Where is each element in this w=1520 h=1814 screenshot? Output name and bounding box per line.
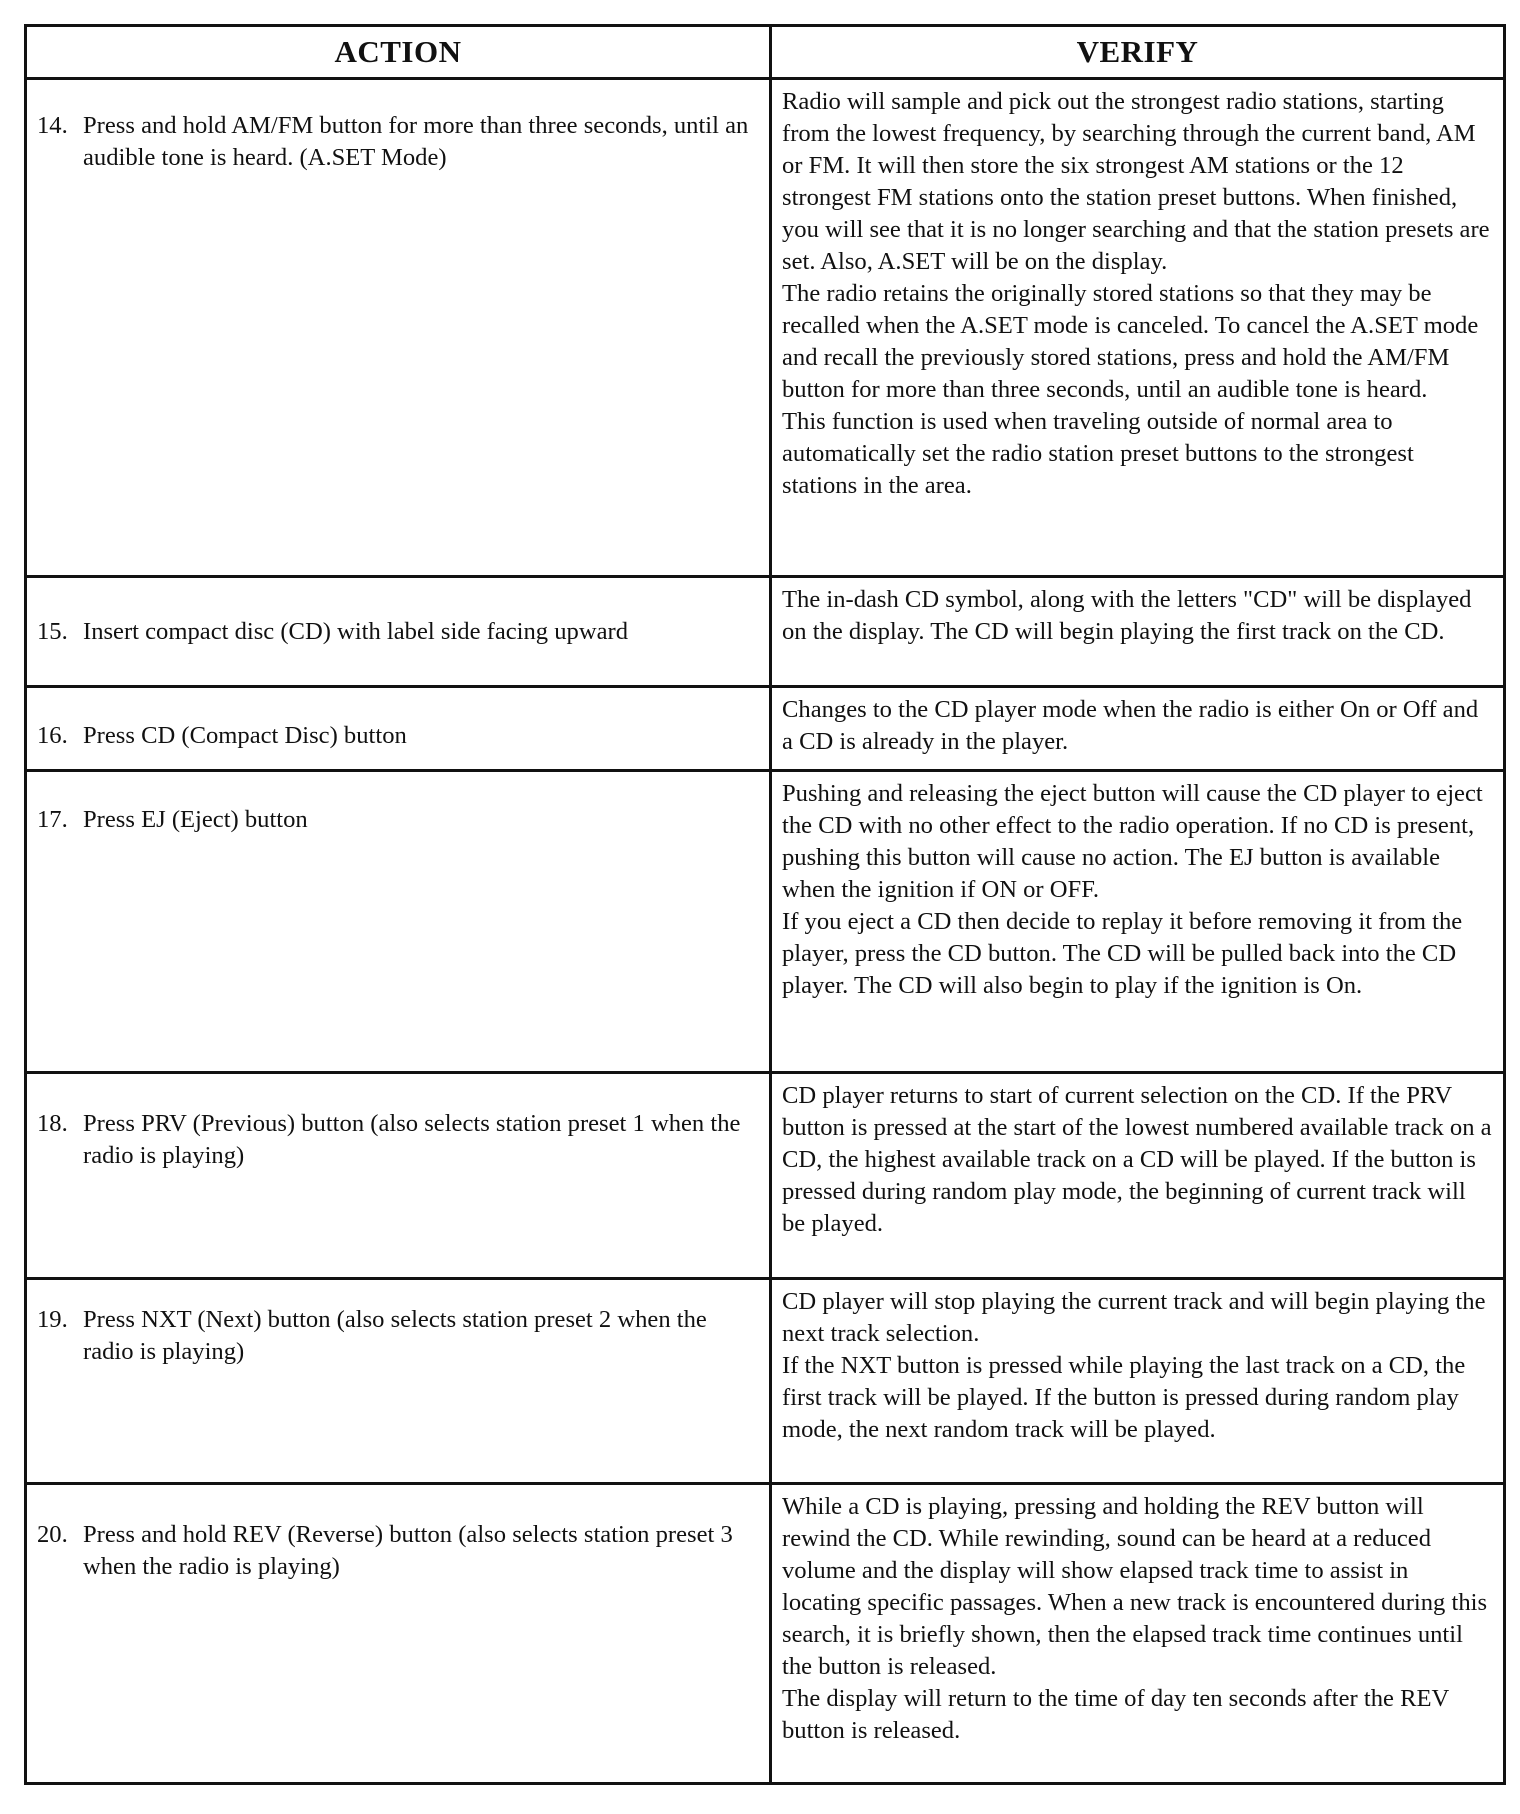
verify-cell [771,1073,1505,1279]
step-action-text: Insert compact disc (CD) with label side facing upward [83,617,628,645]
verify-paragraph: If the NXT button is pressed while playing the last track on a CD, the first track will be played. If the button is pressed during random play mode, the next random track will be played. [782,1352,1466,1443]
table-row [26,1484,1505,1784]
verify-cell [771,771,1505,1073]
step-action-text: Press NXT (Next) button (also selects station preset 2 when the radio is playing) [83,1306,707,1365]
step-action-text: Press CD (Compact Disc) button [83,722,407,749]
step-number: 18. [37,1110,68,1137]
verify-paragraph: If you eject a CD then decide to replay it before removing it from the player, press the CD button. The CD will be pulled back into the CD player. The CD will also begin to play if the ignition is On. [782,908,1463,999]
verify-paragraph: CD player will stop playing the current track and will begin playing the next track selection. [782,1288,1486,1347]
step-action-text: Press PRV (Previous) button (also selects station preset 1 when the radio is playing) [83,1110,741,1169]
action-column-header: ACTION [26,26,771,79]
action-cell [26,577,771,687]
table-header-row [26,26,1505,79]
action-cell [26,687,771,771]
verify-paragraph: Pushing and releasing the eject button will cause the CD player to eject the CD with no other effect to the radio operation. If no CD is present, pushing this button will cause no action. The EJ button is available when the ignition if ON or OFF. [782,780,1483,903]
action-cell [26,771,771,1073]
step-number: 15. [37,617,68,645]
table-row [26,771,1505,1073]
verify-cell [771,79,1505,577]
table-row [26,1279,1505,1484]
verify-cell [771,1484,1505,1784]
verify-paragraph: CD player returns to start of current selection on the CD. If the PRV button is pressed at the start of the lowest numbered available track on a CD, the highest available track on a CD will be played. If the button is pressed during random play mode, the beginning of current track will be played. [782,1082,1492,1237]
table-row [26,577,1505,687]
verify-paragraph: While a CD is playing, pressing and holding the REV button will rewind the CD. While rewinding, sound can be heard at a reduced volume and the display will show elapsed track time to assist in locating specific passages. When a new track is encountered during this search, it is briefly shown, then the elapsed track time continues until the button is released. [782,1493,1488,1680]
verify-paragraph: This function is used when traveling outside of normal area to automatically set the radio station preset buttons to the strongest stations in the area. [782,408,1414,499]
action-cell [26,1073,771,1279]
table-row [26,687,1505,771]
verify-cell [771,687,1505,771]
verify-cell [771,577,1505,687]
step-action-text: Press EJ (Eject) button [83,806,308,833]
step-number: 14. [37,112,68,139]
step-action-text: Press and hold REV (Reverse) button (also selects station preset 3 when the radio is playing) [83,1521,733,1580]
step-number: 19. [37,1306,68,1333]
action-cell [26,79,771,577]
verify-paragraph: The in-dash CD symbol, along with the letters "CD" will be displayed on the display. The CD will begin playing the first track on the CD. [782,586,1472,645]
action-verify-table [24,24,1506,1785]
verify-cell [771,1279,1505,1484]
verify-paragraph: Radio will sample and pick out the strongest radio stations, starting from the lowest frequency, by searching through the current band, AM or FM. It will then store the six strongest AM stations or the 12 strongest FM stations onto the station preset buttons. When finished, you will see that it is no longer searching and that the station presets are set. Also, A.SET will be on the display. [782,88,1490,275]
step-action-text: Press and hold AM/FM button for more than three seconds, until an audible tone is heard. (A.SET Mode) [83,112,749,171]
table-row [26,1073,1505,1279]
verify-paragraph: Changes to the CD player mode when the radio is either On or Off and a CD is already in the player. [782,696,1479,755]
verify-paragraph: The radio retains the originally stored stations so that they may be recalled when the A.SET mode is canceled. To cancel the A.SET mode and recall the previously stored stations, press and hold the AM/FM button for more than three seconds, until an audible tone is heard. [782,280,1479,403]
verify-column-header: VERIFY [771,26,1505,79]
step-number: 16. [37,722,68,749]
step-number: 17. [37,806,68,833]
verify-paragraph: The display will return to the time of day ten seconds after the REV button is released. [782,1685,1449,1744]
action-cell [26,1279,771,1484]
action-cell [26,1484,771,1784]
table-row [26,79,1505,577]
step-number: 20. [37,1521,68,1548]
